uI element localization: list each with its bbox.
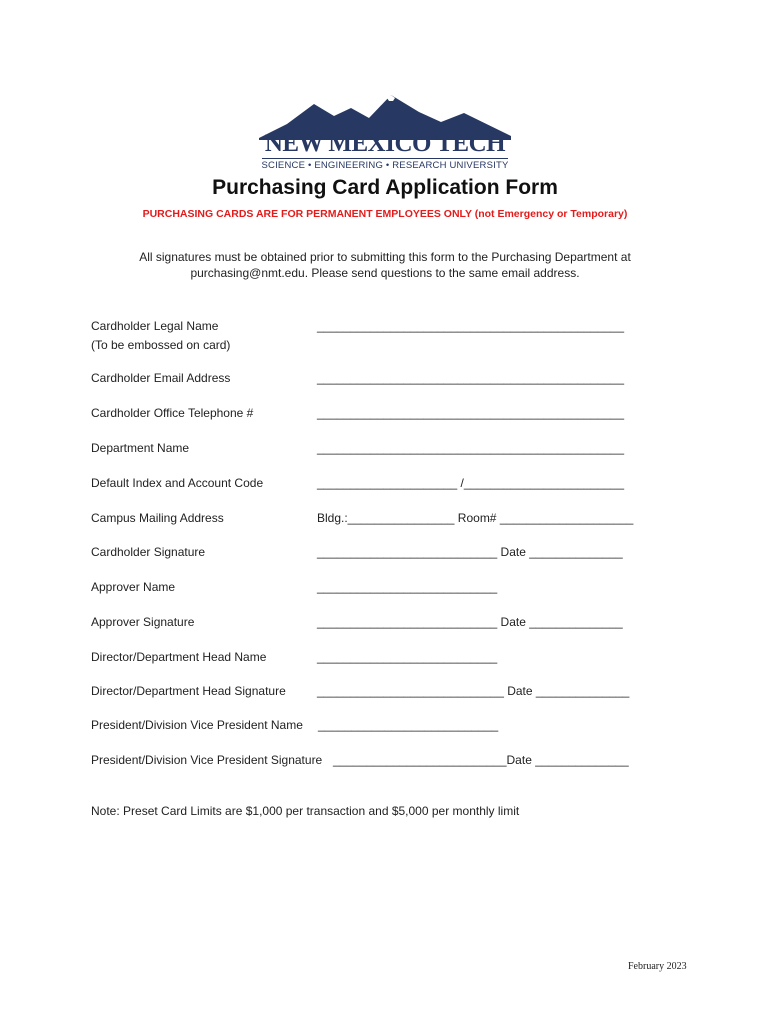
phone-label: Cardholder Office Telephone # [91,406,254,420]
department-field[interactable]: ______________________________________________ [317,441,624,455]
approver-name-label: Approver Name [91,580,176,594]
phone-field[interactable]: ______________________________________________ [317,406,624,420]
president-name-label: President/Division Vice President Name [91,718,303,732]
mailing-address-field[interactable]: Bldg.:________________ Room# ____________________ [317,511,634,525]
director-signature-field[interactable]: ____________________________ Date ______________ [317,684,630,698]
legal-name-label: Cardholder Legal Name [91,319,219,333]
logo-name: NEW MEXICO TECH [264,130,506,157]
approver-name-field[interactable]: ___________________________ [317,580,498,594]
nmt-logo [259,92,511,172]
cardholder-signature-field[interactable]: ___________________________ Date ______________ [317,545,623,559]
revision-date: February 2023 [628,961,687,972]
director-signature-label: Director/Department Head Signature [91,684,286,698]
approver-signature-field[interactable]: ___________________________ Date ______________ [317,615,623,629]
index-account-field[interactable]: _____________________ /________________________ [317,476,624,490]
director-name-label: Director/Department Head Name [91,650,267,664]
president-name-field[interactable]: ___________________________ [318,718,499,732]
email-field[interactable]: ______________________________________________ [317,371,624,385]
department-label: Department Name [91,441,190,455]
instructions-text: All signatures must be obtained prior to submitting this form to the Purchasing Department at purchasing@nmt.edu. Please send questions to the same email address. [139,250,631,280]
legal-name-note: (To be embossed on card) [91,338,231,352]
director-name-field[interactable]: ___________________________ [317,650,498,664]
email-label: Cardholder Email Address [91,371,231,385]
legal-name-field[interactable]: ______________________________________________ [317,319,624,333]
page-title: Purchasing Card Application Form [212,176,558,199]
president-signature-label: President/Division Vice President Signature [91,753,323,767]
cardholder-signature-label: Cardholder Signature [91,545,206,559]
president-signature-field[interactable]: __________________________Date ______________ [333,753,629,767]
logo-divider [262,158,508,159]
eligibility-notice: PURCHASING CARDS ARE FOR PERMANENT EMPLOYEES ONLY (not Emergency or Temporary) [142,208,628,220]
index-account-label: Default Index and Account Code [91,476,264,490]
approver-signature-label: Approver Signature [91,615,195,629]
logo-tagline: SCIENCE • ENGINEERING • RESEARCH UNIVERSITY [261,160,509,171]
card-limits-note: Note: Preset Card Limits are $1,000 per transaction and $5,000 per monthly limit [91,804,520,818]
mailing-address-label: Campus Mailing Address [91,511,224,525]
